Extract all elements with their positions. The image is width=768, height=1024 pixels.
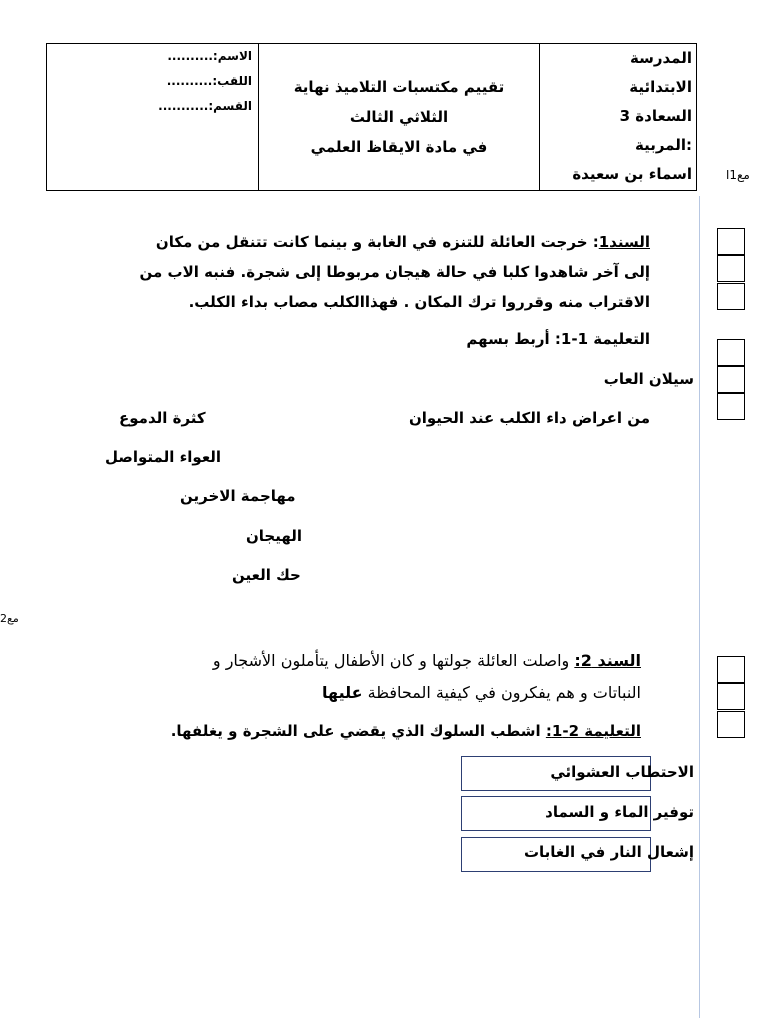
score-box[interactable] [717,711,745,738]
score-box[interactable] [717,656,745,683]
score-box[interactable] [717,393,745,420]
sanad1-line: إلى آخر شاهدوا كلبا في حالة هيجان مربوطا إلى شجرة. فنبه الاب من [139,263,650,281]
surname-field: اللقب:.......... [166,74,252,88]
sanad2-line [213,645,641,677]
sanad2-text-bold: عليها [322,683,363,702]
match-option[interactable]: العواء المتواصل [105,448,222,466]
school-line: الابتدائية [629,78,692,96]
criterion-tag: مع1ا [726,168,750,182]
instruction2-label: التعليمة 2-1: [545,722,641,740]
choice-option[interactable]: إشعال النار في الغابات [523,843,694,861]
match-option[interactable]: الهيجان [246,527,303,545]
sanad2-text: واصلت العائلة جولتها و كان الأطفال يتأملون الأشجار و [212,651,575,670]
instruction1: التعليمة 1-1: أربط بسهم [466,330,650,348]
match-option[interactable]: مهاجمة الاخرين [180,487,296,505]
header-divider [258,43,259,191]
sanad1-label: السند1 [598,233,650,251]
header-divider [539,43,540,191]
sanad1-line [140,227,651,257]
instruction2 [171,722,641,740]
score-box[interactable] [717,683,745,710]
sanad1-text: : خرجت العائلة للتنزه في الغابة و بينما كانت تتنقل من مكان [155,233,599,251]
exam-title [260,72,538,162]
match-option[interactable]: كثرة الدموع [119,409,206,427]
match-left-label: من اعراض داء الكلب عند الحيوان [408,409,650,427]
title-line: الثلاثي الثالث [349,108,449,126]
sanad2-line [213,677,641,709]
school-info [572,44,692,189]
sanad2-label: السند 2: [574,651,641,670]
sanad1-paragraph [140,227,651,317]
margin-line [699,196,700,1018]
score-box[interactable] [717,366,745,393]
match-option[interactable]: سيلان العاب [603,370,694,388]
score-box[interactable] [717,283,745,310]
score-box[interactable] [717,339,745,366]
instruction2-text: اشطب السلوك الذي يقضي على الشجرة و يغلفها. [170,722,546,740]
school-line: المدرسة [630,49,692,67]
sanad2-paragraph [213,645,641,709]
match-option[interactable]: حك العين [232,566,301,584]
teacher-name: اسماء بن سعيدة [572,165,692,183]
score-box[interactable] [717,255,745,282]
score-box[interactable] [717,228,745,255]
sanad1-line: الاقتراب منه وقرروا ترك المكان . فهذاالكلب مصاب بداء الكلب. [188,293,650,311]
student-fields [100,44,252,119]
sanad2-text: النباتات و هم يفكرون في كيفية المحافظة [362,683,641,702]
title-line: في مادة الايقاظ العلمي [310,138,488,156]
school-line: :المربية [634,136,692,154]
class-field: القسم:........... [158,99,252,113]
choice-option[interactable]: توفير الماء و السماد [545,803,694,821]
school-line: السعادة 3 [619,107,692,125]
title-line: تقييم مكتسبات التلاميذ نهاية [293,78,505,96]
name-field: الاسم:.......... [167,49,252,63]
criterion-tag: مع2 [0,612,19,625]
choice-option[interactable]: الاحتطاب العشوائي [550,763,694,781]
